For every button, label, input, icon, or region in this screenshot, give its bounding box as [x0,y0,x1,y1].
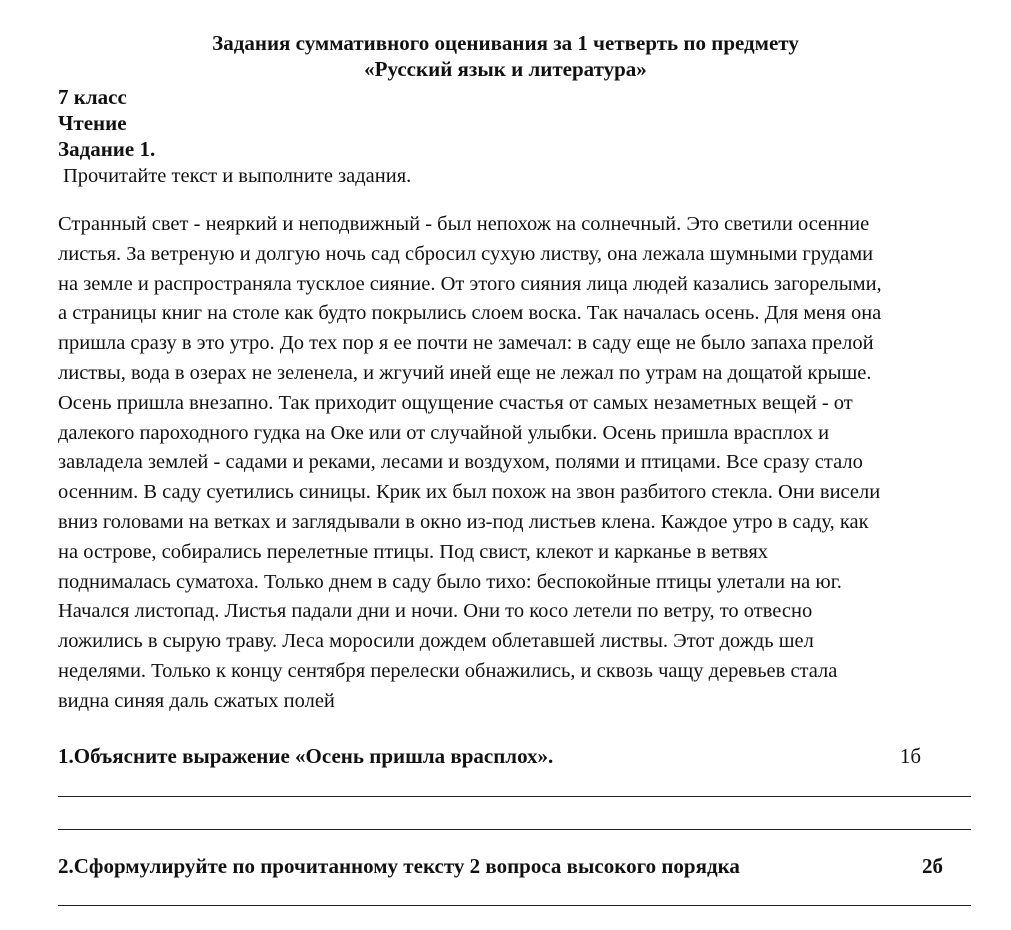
passage-line: вниз головами на ветках и заглядывали в окно из-под листьев клена. Каждое утро в саду, как [58,510,869,533]
passage-line: листвы, вода в озерах не зеленела, и жгучий иней еще не лежал по утрам на дощатой крыше. [58,361,872,384]
reading-passage [58,210,988,717]
question-2 [58,853,951,879]
instruction-text: Прочитайте текст и выполните задания. [63,165,412,187]
passage-line: завладела землей - садами и реками, лесами и воздухом, полями и птицами. Все сразу стало [58,451,863,474]
passage-line: листья. За ветреную и долгую ночь сад сбросил сухую листву, она лежала шумными грудами [58,242,874,265]
answer-line-3[interactable] [58,905,971,906]
passage-line: на острове, собирались перелетные птицы. Под свист, клекот и карканье в ветвях [58,540,768,563]
passage-line: далекого пароходного гудка на Оке или от случайной улыбки. Осень пришла врасплох и [58,421,830,444]
passage-line: на земле и распространяла тусклое сияние. От этого сияния лица людей казались загорелыми, [58,272,882,295]
answer-line-2[interactable] [58,829,971,830]
question-2-points: 2б [922,854,943,878]
task-meta [58,84,155,162]
passage-line: поднималась суматоха. Только днем в саду было тихо: беспокойные птицы улетали на юг. [58,570,842,593]
passage-line: неделями. Только к концу сентября перелески обнажились, и сквозь чащу деревьев стала [58,659,838,682]
grade-label: 7 класс [58,85,127,109]
task-label: Задание 1. [58,137,156,161]
question-1-text: 1.Объясните выражение «Осень пришла врасплох». [58,744,554,768]
question-2-text: 2.Сформулируйте по прочитанному тексту 2 вопроса высокого порядка [58,854,740,878]
passage-line: Осень пришла внезапно. Так приходит ощущение счастья от самых незаметных вещей - от [58,391,853,414]
passage-line: Странный свет - неяркий и неподвижный - был непохож на солнечный. Это светили осенние [58,213,870,235]
passage-line: осенним. В саду суетились синицы. Крик их был похож на звон разбитого стекла. Они висели [58,481,881,504]
answer-line-1[interactable] [58,796,971,797]
passage-line: а страницы книг на столе как будто покрылись слоем воска. Так началась осень. Для меня она [58,302,882,325]
title-line-2: «Русский язык и литература» [364,57,647,81]
document-title [0,30,1011,82]
passage-line: ложились в сырую траву. Леса моросили дождем облетавшей листвы. Этот дождь шел [58,630,814,653]
question-1 [58,743,951,769]
section-label: Чтение [58,111,127,135]
question-1-points: 1б [899,744,921,768]
passage-line: пришла сразу в это утро. До тех пор я ее почти не замечал: в саду еще не было запаха прелой [58,332,874,355]
passage-line: видна синяя даль сжатых полей [58,689,335,712]
title-line-1: Задания суммативного оценивания за 1 четверть по предмету [212,31,799,55]
passage-line: Начался листопад. Листья падали дни и ночи. Они то косо летели по ветру, то отвесно [58,600,813,623]
